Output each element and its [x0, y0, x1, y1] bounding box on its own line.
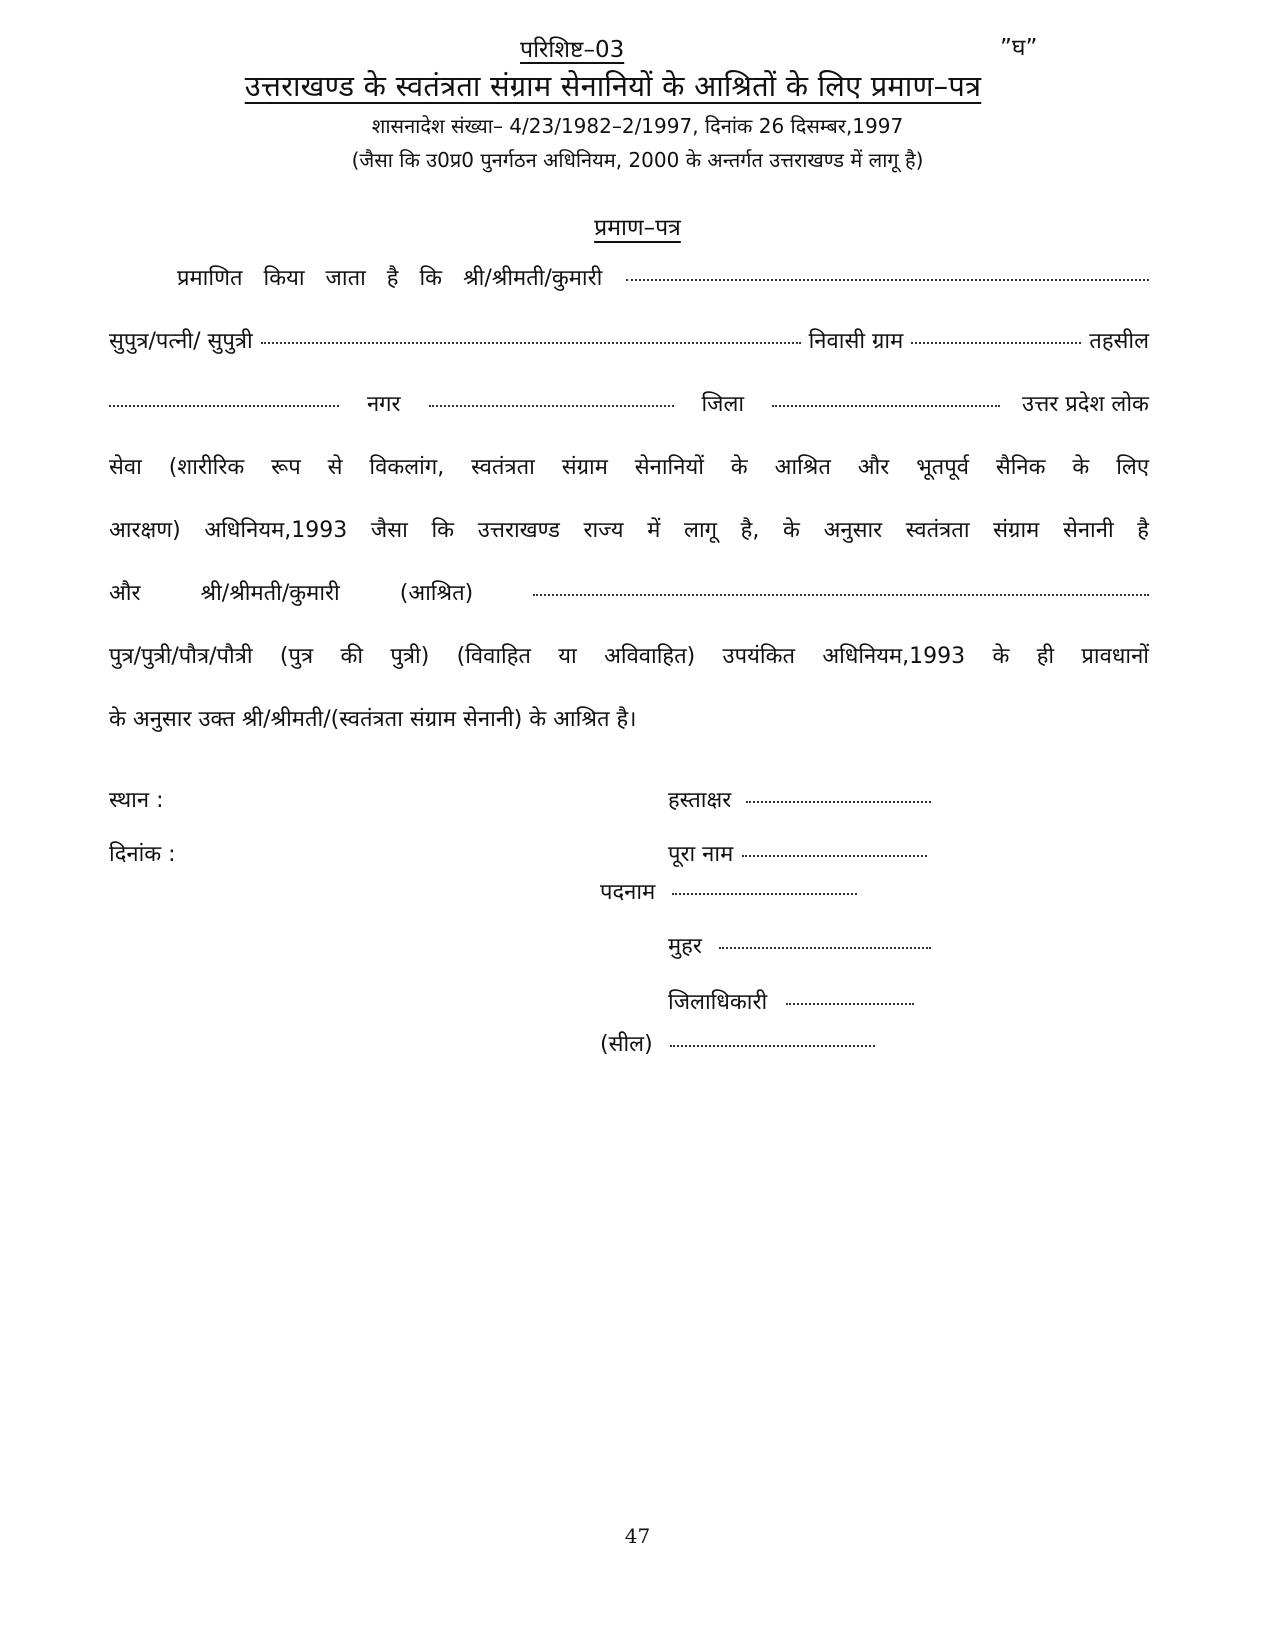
- full-name-row: [668, 838, 927, 868]
- line3-district-label: जिला: [701, 392, 745, 417]
- government-order: शासनादेश संख्या– 4/23/1982–2/1997, दिनांक 26 दिसम्बर,1997: [371, 114, 904, 138]
- designation-label: पदनाम: [600, 880, 656, 905]
- seal-label: (सील): [600, 1032, 653, 1057]
- line6-and: और: [109, 581, 141, 606]
- line2-relation: सुपुत्र/पत्नी/ सुपुत्री: [109, 329, 253, 354]
- body-line-3: [109, 388, 1149, 418]
- stamp-blank: [719, 933, 931, 949]
- body-line-1: [109, 262, 1149, 292]
- document-title: उत्तराखण्ड के स्वतंत्रता संग्राम सेनानियों के आश्रितों के लिए प्रमाण–पत्र: [244, 69, 982, 103]
- name-blank: [626, 265, 1149, 281]
- line2-village-label: निवासी ग्राम: [808, 329, 904, 354]
- line2-tehsil-label: तहसील: [1089, 329, 1149, 354]
- line6-dependent: (आश्रित): [399, 581, 474, 606]
- city-blank: [429, 391, 674, 407]
- place-label: स्थान :: [109, 788, 164, 813]
- body-line-6: [109, 577, 1149, 607]
- district-blank: [772, 391, 1000, 407]
- stamp-label: मुहर: [668, 934, 702, 959]
- full-name-label: पूरा नाम: [668, 842, 734, 867]
- seal-blank: [670, 1031, 875, 1047]
- certificate-heading-text: प्रमाण–पत्र: [594, 215, 681, 241]
- line6-title: श्री/श्रीमती/कुमारी: [200, 581, 340, 606]
- signature-blank: [746, 787, 931, 803]
- tehsil-blank: [109, 391, 339, 407]
- line3-city-label: नगर: [366, 392, 401, 417]
- district-magistrate-blank: [786, 989, 914, 1005]
- full-name-blank: [742, 841, 927, 857]
- signature-row: [668, 784, 931, 814]
- line1-text: प्रमाणित किया जाता है कि श्री/श्रीमती/कुमारी: [177, 266, 603, 291]
- date-label: दिनांक :: [109, 842, 176, 867]
- village-blank: [911, 328, 1081, 344]
- line3-state-text: उत्तर प्रदेश लोक: [1022, 392, 1149, 417]
- page-number: 47: [624, 1524, 651, 1548]
- body-line-7: पुत्र/पुत्री/पौत्र/पौत्री (पुत्र की पुत्री) (विवाहित या अविवाहित) उपयंकित अधिनियम,1993 के ही प्रावधानों: [109, 644, 1149, 669]
- applicability-note: (जैसा कि उ0प्र0 पुनर्गठन अधिनियम, 2000 के अन्तर्गत उत्तराखण्ड में लागू है): [351, 148, 924, 172]
- seal-row: [600, 1028, 875, 1058]
- district-magistrate-label: जिलाधिकारी: [668, 990, 768, 1015]
- district-magistrate-row: [668, 986, 914, 1016]
- appendix-label: परिशिष्ट–03: [520, 37, 625, 63]
- body-line-8: के अनुसार उक्त श्री/श्रीमती/(स्वतंत्रता संग्राम सेनानी) के आश्रित है।: [109, 707, 637, 732]
- body-line-4: सेवा (शारीरिक रूप से विकलांग, स्वतंत्रता संग्राम सेनानियों के आश्रित और भूतपूर्व सैनिक के लिए: [109, 455, 1149, 480]
- dependent-name-blank: [533, 580, 1149, 596]
- body-line-5: आरक्षण) अधिनियम,1993 जैसा कि उत्तराखण्ड राज्य में लागू है, के अनुसार स्वतंत्रता संग्राम सेनानी है: [109, 518, 1149, 543]
- parent-name-blank: [261, 328, 801, 344]
- stamp-row: [668, 930, 931, 960]
- designation-blank: [672, 879, 857, 895]
- designation-row: [600, 876, 857, 906]
- signature-label: हस्ताक्षर: [668, 788, 732, 813]
- certificate-heading: [0, 210, 1275, 242]
- body-line-2: [109, 325, 1149, 355]
- annex-letter: ”घ”: [1000, 35, 1038, 61]
